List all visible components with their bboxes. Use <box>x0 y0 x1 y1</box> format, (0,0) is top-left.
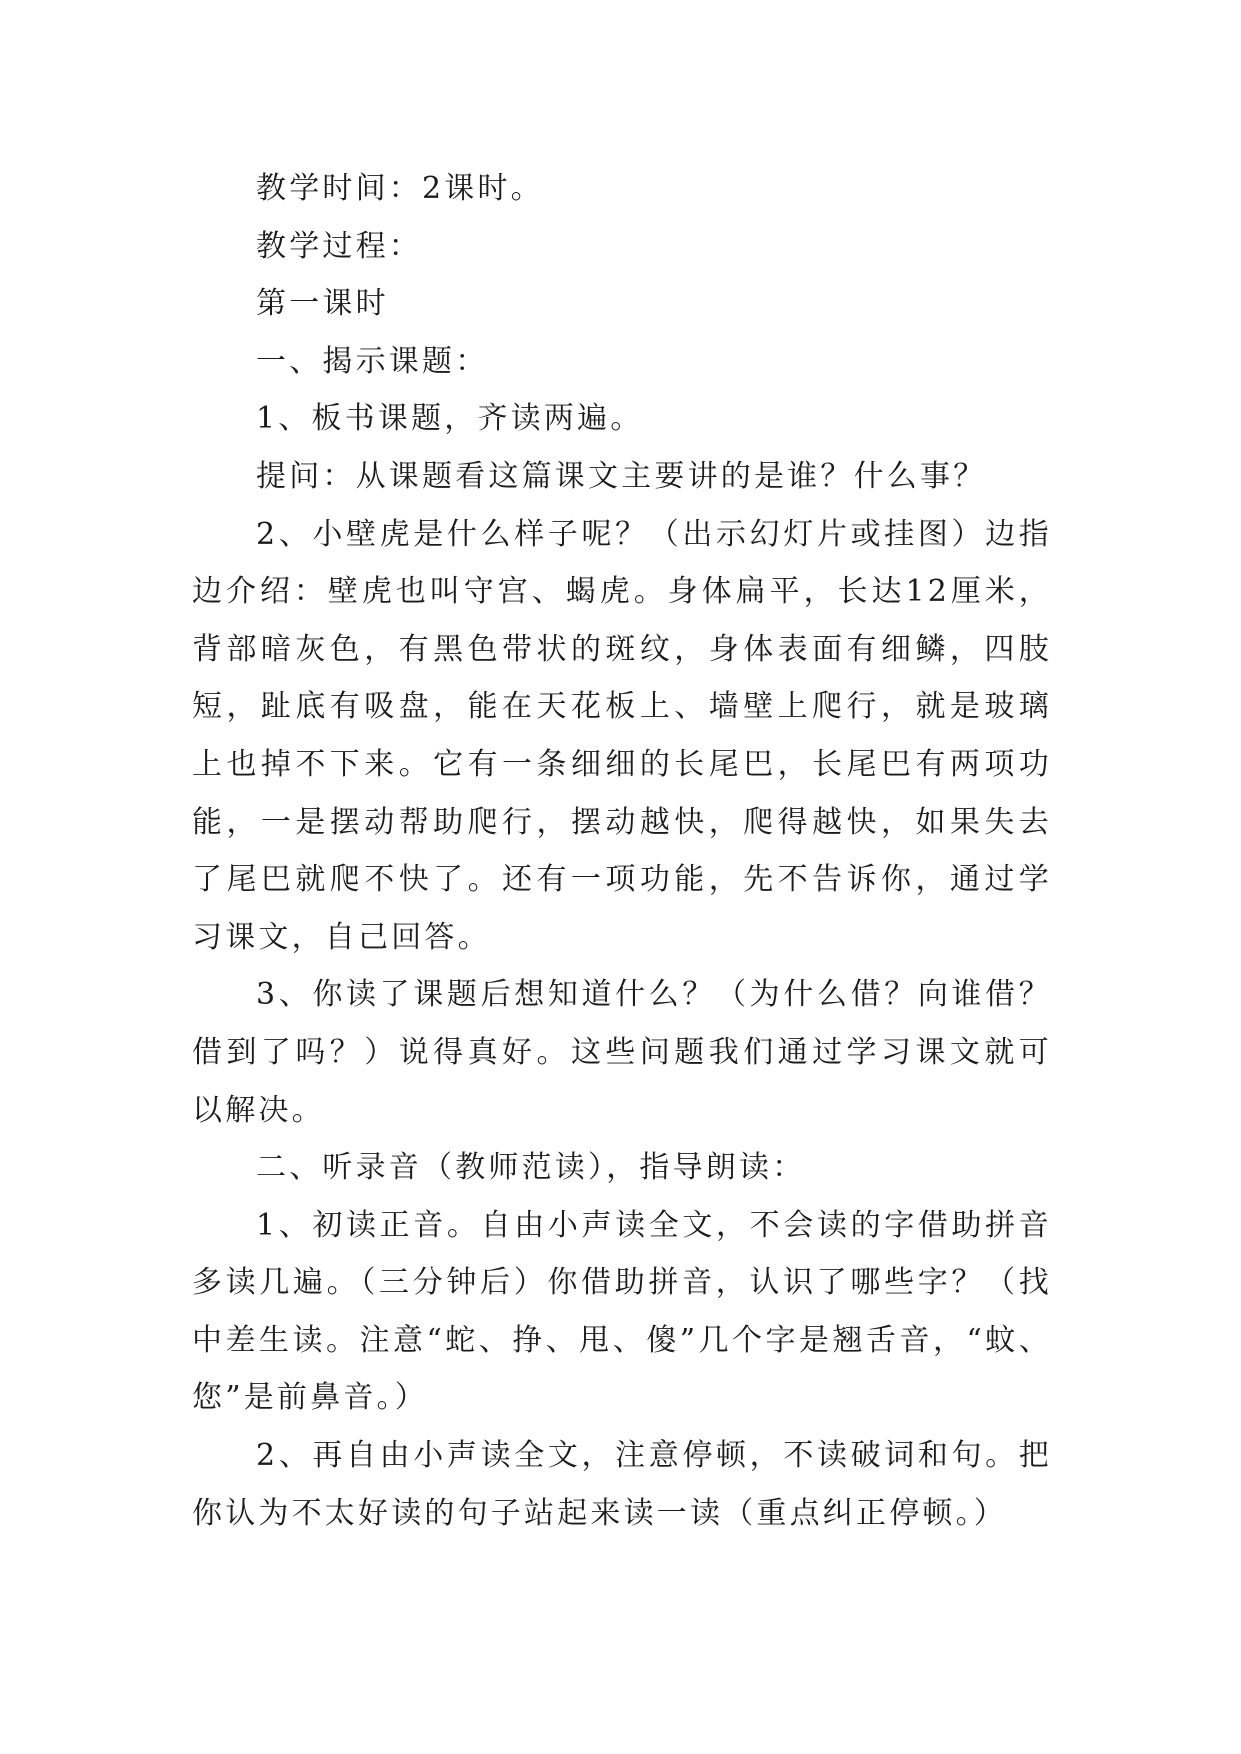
step-2-paragraph: 2、小壁虎是什么样子呢？（出示幻灯片或挂图）边指边介绍：壁虎也叫守宫、蝎虎。身体扁平，长达12厘米，背部暗灰色，有黑色带状的斑纹，身体表面有细鳞，四肢短，趾底有吸盘，能在天花板上、墙壁上爬行，就是玻璃上也掉不下来。它有一条细细的长尾巴，长尾巴有两项功能，一是摆动帮助爬行，摆动越快，爬得越快，如果失去了尾巴就爬不快了。还有一项功能，先不告诉你，通过学习课文，自己回答。 <box>192 516 1052 955</box>
first-lesson-heading: 第一课时 <box>256 286 389 322</box>
reading-step-1-paragraph: 1、初读正音。自由小声读全文，不会读的字借助拼音多读几遍。（三分钟后）你借助拼音，认识了哪些字？（找中差生读。注意“蛇、挣、甩、傻”几个字是翘舌音，“蚊、您”是前鼻音。） <box>192 1207 1052 1416</box>
document-body <box>192 160 1052 1542</box>
step-3-paragraph: 3、你读了课题后想知道什么？（为什么借？向谁借？借到了吗？）说得真好。这些问题我们通过学习课文就可以解决。 <box>192 977 1052 1128</box>
section-two-heading: 二、听录音（教师范读），指导朗读： <box>256 1150 806 1186</box>
step-1-paragraph: 1、板书课题，齐读两遍。 <box>256 401 644 437</box>
question-paragraph: 提问：从课题看这篇课文主要讲的是谁？什么事？ <box>256 458 987 494</box>
teaching-process-heading: 教学过程： <box>256 228 422 264</box>
reading-step-2-paragraph: 2、再自由小声读全文，注意停顿，不读破词和句。把你认为不太好读的句子站起来读一读（重点纠正停顿。） <box>192 1438 1052 1531</box>
teaching-time-line: 教学时间：2课时。 <box>256 171 544 206</box>
section-one-heading: 一、揭示课题： <box>256 343 489 379</box>
